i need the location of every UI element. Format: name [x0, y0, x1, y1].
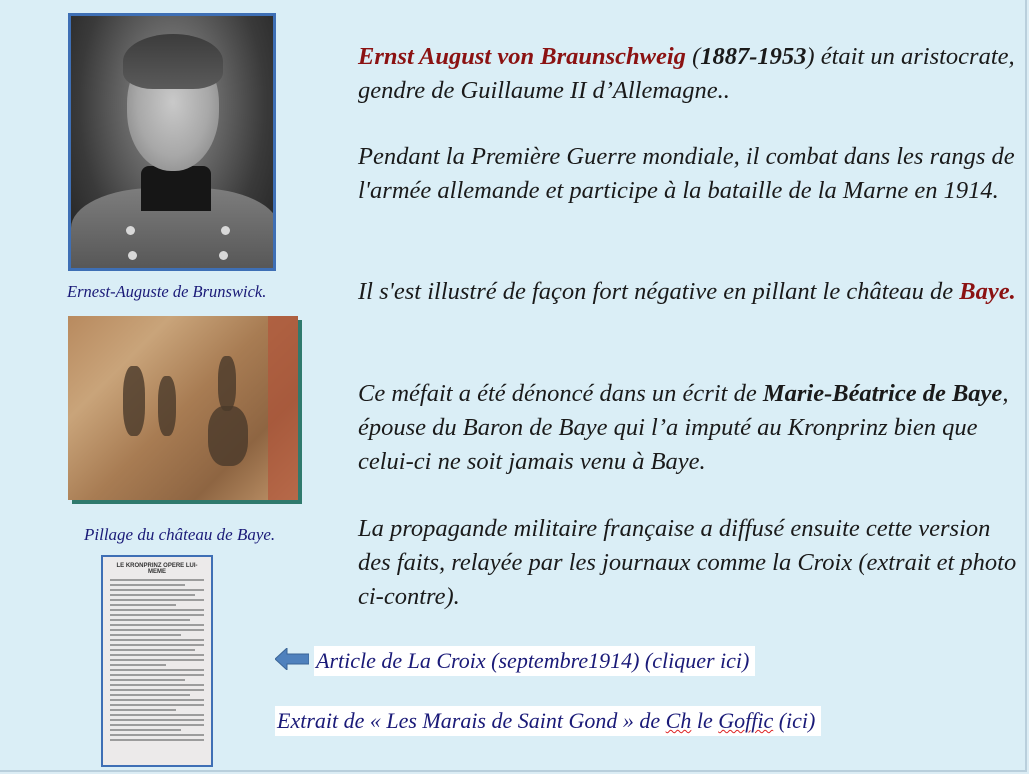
clipping-line: [110, 674, 204, 676]
clipping-line: [110, 659, 204, 661]
illustration-curtain: [268, 316, 298, 500]
jacket-button: [221, 226, 230, 235]
clipping-line: [110, 599, 204, 601]
clipping-line: [110, 644, 204, 646]
extract-text-c: le: [691, 708, 719, 733]
person-name: Ernst August von Braunschweig: [358, 43, 686, 70]
author-firstname: Ch: [665, 708, 692, 733]
clipping-line: [110, 714, 204, 716]
clipping-line: [110, 694, 190, 696]
left-arrow-icon[interactable]: [275, 648, 309, 670]
clipping-line: [110, 589, 204, 591]
extract-link[interactable]: [275, 706, 821, 736]
clipping-line: [110, 679, 185, 681]
intro-rest: ) était un aristocrate, gendre de Guillaume II d’Allemagne..: [358, 43, 1015, 104]
paragraph-denounce: [358, 377, 1018, 479]
newspaper-clipping[interactable]: [101, 555, 213, 767]
pillage-caption: Pillage du château de Baye.: [84, 525, 276, 544]
paragraph-propaganda: La propagande militaire française a diffusé ensuite cette version des faits, relayée par les journaux comme la Croix (extrait et photo ci-contre).: [358, 515, 1017, 610]
jacket-button: [219, 251, 228, 260]
clipping-line: [110, 629, 204, 631]
illustration-figure: [208, 406, 248, 466]
illustration-figure: [123, 366, 145, 436]
clipping-line: [110, 719, 204, 721]
clipping-line: [110, 709, 176, 711]
portrait-hair: [123, 34, 223, 89]
clipping-line: [110, 729, 181, 731]
clipping-line: [110, 734, 204, 736]
portrait-photo: [68, 13, 276, 271]
place-name: Baye.: [959, 278, 1016, 305]
paragraph-war: Pendant la Première Guerre mondiale, il combat dans les rangs de l'armée allemande et participe à la bataille de la Marne en 1914.: [358, 143, 1015, 204]
clipping-line: [110, 724, 204, 726]
clipping-line: [110, 689, 204, 691]
portrait-collar: [141, 166, 211, 211]
pillage-text: Il s'est illustré de façon fort négative en pillant le château de: [358, 278, 960, 305]
clipping-line: [110, 649, 195, 651]
person-dates: 1887-1953: [700, 43, 807, 70]
jacket-button: [126, 226, 135, 235]
clipping-line: [110, 634, 181, 636]
clipping-line: [110, 579, 204, 581]
illustration-figure: [158, 376, 176, 436]
article-link[interactable]: Article de La Croix (septembre1914) (cliquer ici): [314, 646, 755, 676]
extract-text-a: Extrait de « Les Marais de Saint Gond » de: [277, 708, 666, 733]
clipping-line: [110, 684, 204, 686]
clipping-line: [110, 609, 204, 611]
paren-open: (: [685, 43, 701, 70]
denounce-before: Ce méfait a été dénoncé dans un écrit de: [358, 380, 763, 407]
paragraph-intro: [358, 40, 1018, 108]
clipping-line: [110, 584, 185, 586]
clipping-line: [110, 619, 190, 621]
clipping-line: [110, 669, 204, 671]
clipping-line: [110, 639, 204, 641]
clipping-line: [110, 699, 204, 701]
extract-text-e: (ici): [773, 708, 816, 733]
paragraph-pillage: [358, 275, 1018, 309]
clipping-line: [110, 664, 166, 666]
denounce-after: , épouse du Baron de Baye qui l’a imputé au Kronprinz bien que celui-ci ne soit jamais venu à Baye.: [358, 380, 1009, 475]
clipping-line: [110, 739, 204, 741]
illustration-figure: [218, 356, 236, 411]
clipping-line: [110, 704, 204, 706]
clipping-line: [110, 594, 195, 596]
jacket-button: [128, 251, 137, 260]
author-name: Marie-Béatrice de Baye: [762, 380, 1003, 407]
clipping-headline: LE KRONPRINZ OPERE LUI-MEME: [116, 563, 198, 575]
portrait-caption: Ernest-Auguste de Brunswick.: [67, 282, 267, 301]
clipping-line: [110, 654, 204, 656]
clipping-line: [110, 614, 204, 616]
clipping-line: [110, 624, 204, 626]
pillage-illustration: [68, 316, 298, 500]
clipping-line: [110, 604, 176, 606]
author-lastname: Goffic: [718, 708, 774, 733]
